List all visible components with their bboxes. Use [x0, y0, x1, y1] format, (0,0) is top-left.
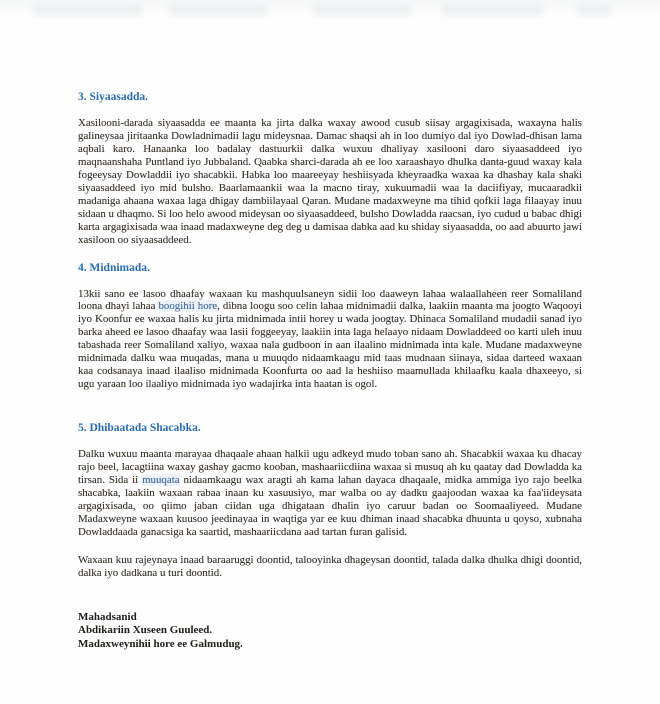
scan-artifact-band	[0, 0, 660, 22]
scan-artifact	[442, 3, 544, 16]
scan-artifact	[168, 3, 268, 16]
letter-body	[78, 91, 582, 651]
section-heading-siyaasadda: 3. Siyaasadda.	[78, 91, 148, 103]
section-heading-midnimada: 4. Midnimada.	[78, 261, 150, 274]
section-heading-dhibaatada-shacabka: 5. Dhibaatada Shacabka.	[78, 422, 201, 435]
scan-artifact	[576, 3, 612, 16]
signature-block	[78, 611, 582, 651]
signature-line-title: Madaxweynihii hore ee Galmudug.	[78, 637, 243, 650]
section-paragraph-midnimada: 13kii sano ee lasoo dhaafay waxaan ku mashquulsaneyn sidii loo daaweyn lahaa walaallaheen reer Somaliland loona dhayi lahaa boogihii hore, dibna loogu soo celin lahaa midnimadii dalka, laakiin maanta ma joogto Waqooyi iyo Koonfur ee waxaa halis ku jirta midnimada intii horey u wada joogtay. Dhinaca Somaliland mudadii sanad iyo barka aheed ee lasoo dhaafay waa lasii foggeeyay, laakiin inta laga helaayo nidaam Dowladdeed oo karti uleh inuu tabashada reer Somaliland xaliyo, waxaa nala gudboon in aan ilaalino midnimada inta kale. Mudane madaxweyne midnimada dalku waa muqadas, mana u muuqdo nidaamkaagu mid taas mudnaan siinaya, sidaa darteed waxaan kaa codsanaya inaad ilaaliso midnimada Koonfurta oo aad la heshiiso maamullada khilaafku kaala dhaxeeyo, si ugu yaraan loo ilaaliyo midnimada iyo wadajirka inta haatan is ogol.	[78, 287, 582, 391]
scan-artifact	[32, 3, 142, 16]
section-paragraph-dhibaatada-2: Waxaan kuu rajeynaya inaad baraaruggi doontid, talooyinka dhageysan doontid, talada dalka dhulka dhigi doontid, dalka iyo dadkana u turi doontid.	[78, 553, 582, 579]
section-paragraph-siyaasadda: Xasilooni-darada siyaasadda ee maanta ka jirta dalka waxay awood cusub siisay argagixisada, waxayna halis galineysaa jiritaanka Dowladnimadii lagu mideysnaa. Damac shaqsi ah in loo dumiyo dal iyo Dowlad-dhisan lama aqbali karo. Hanaanka loo badalay dastuurkii dalka wuxuu dhaliyay xasilooni daro siyaasaddeed iyo maqnaanshaha Puntland iyo Jubbaland. Qaabka sharci-darada ah ee loo xaraashayo dhulka danta-guud waxay kala fogeeysay Dowladdii iyo shacabkii. Habka loo maareeyay heshiisyada kheyraadka waxaa ka dhashay kala shaki siyaasaddeed iyo mid bulsho. Baarlamaankii waa la macno tiray, xukuumadii waa la daciifiyay, mucaaradkii madaniga ahaana waxaa laga dhigay dambiilayaal Qaran. Mudane madaxweyne ma tihid qofkii laga filaayay inuu sidaan u dhaqmo. Si loo helo awood mideysan oo siyaasaddeed, bulsho Dowladda raacsan, iyo cudud u babac dhigi karta argagixisada waa inaad madaxweyne deg deg u damisaa dabka aad ku shiday siyaasadda, oo aad abuurto jawi xasiloon oo siyaasaddeed.	[78, 117, 582, 246]
scan-artifact	[312, 3, 412, 16]
signature-line-name: Abdikariin Xuseen Guuleed.	[78, 624, 213, 637]
signature-line-thanks: Mahadsanid	[78, 610, 137, 623]
section-paragraph-dhibaatada-1: Dalku wuxuu maanta marayaa dhaqaale ahaan halkii ugu adkeyd mudo toban sano ah. Shacabkii waxaa ku dhacay rajo beel, lacagtiina waxay gashay gacmo kooban, mashaariicdiina waxaa si musuq ah ku qaatay dad Dowladda ka tirsan. Sida ii muuqata nidaamkaagu wax aragti ah kama lahan dayaca dhaqaale, midka ammiga iyo rajo beelka shacabka, laakiin waxaan rabaa inaan ku xasuusiyo, mar walba oo ay dadku gaajoodan waxaa ka faa'iideysata argagixisada, oo qiimo jaban ciidan uga dhigataan dhalin iyo caruur badan oo Soomaaliyeed. Mudane Madaxweyne waxaan kuusoo jeedinayaa in waqtiga yar ee kuu dhiman inaad shacabka dhuunta u qoyso, xubnaha Dowladdaada ganacsiga ka saartid, mashaariicdana aad tartan furan galisid.	[78, 448, 583, 538]
